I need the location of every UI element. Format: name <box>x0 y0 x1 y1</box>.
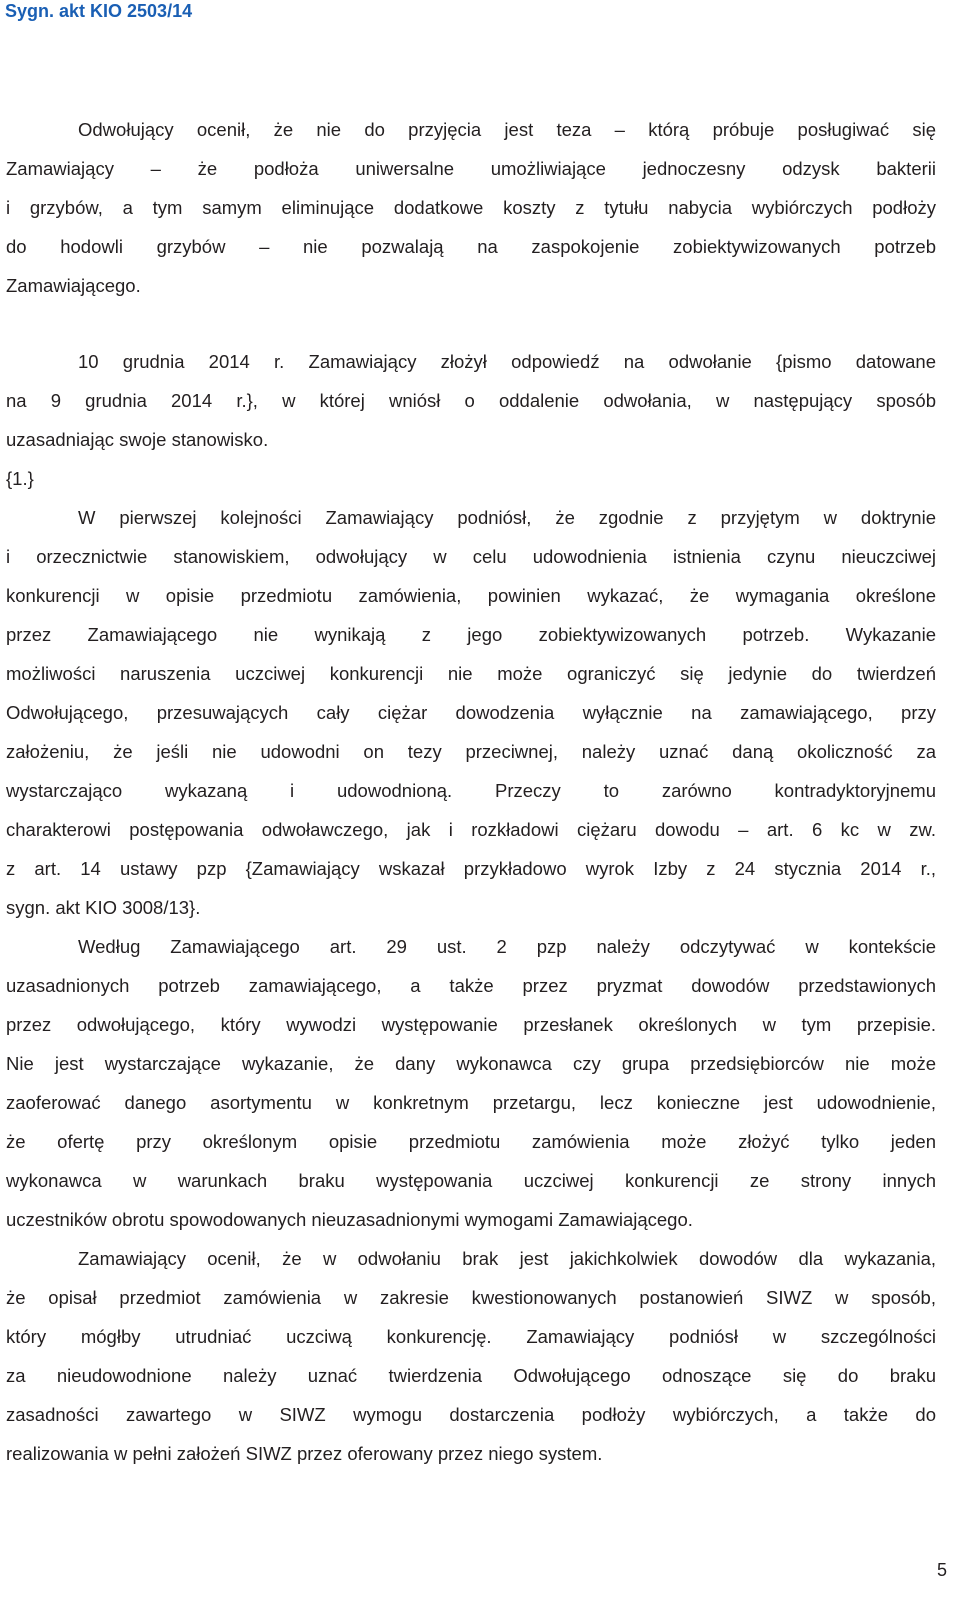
text-line: W pierwszej kolejności Zamawiający podniósł, że zgodnie z przyjętym w doktrynie <box>78 507 936 528</box>
text-line: Odwołującego, przesuwających cały ciężar dowodzenia wyłącznie na zamawiającego, przy <box>6 702 936 723</box>
document-signature-header: Sygn. akt KIO 2503/14 <box>5 1 193 21</box>
text-line: Odwołujący ocenił, że nie do przyjęcia jest teza – którą próbuje posługiwać się <box>78 119 936 140</box>
text-line: Nie jest wystarczające wykazanie, że dany wykonawca czy grupa przedsiębiorców nie może <box>6 1053 936 1074</box>
text-line: do hodowli grzybów – nie pozwalają na zaspokojenie zobiektywizowanych potrzeb <box>6 236 936 257</box>
text-line: Zamawiającego. <box>6 275 141 296</box>
text-line: uzasadnionych potrzeb zamawiającego, a także przez pryzmat dowodów przedstawionych <box>6 975 936 996</box>
text-line: zaoferować danego asortymentu w konkretnym przetargu, lecz konieczne jest udowodnienie, <box>6 1092 936 1113</box>
text-line: 10 grudnia 2014 r. Zamawiający złożył odpowiedź na odwołanie {pismo datowane <box>78 351 936 372</box>
text-line: założeniu, że jeśli nie udowodni on tezy przeciwnej, należy uznać daną okoliczność za <box>6 741 936 762</box>
text-line: że ofertę przy określonym opisie przedmiotu zamówienia może złożyć tylko jeden <box>6 1131 936 1152</box>
text-line: który mógłby utrudniać uczciwą konkurencję. Zamawiający podniósł w szczególności <box>6 1326 936 1347</box>
text-line: przez odwołującego, który wywodzi występowanie przesłanek określonych w tym przepisie. <box>6 1014 936 1035</box>
text-line: z art. 14 ustawy pzp {Zamawiający wskazał przykładowo wyrok Izby z 24 stycznia 2014 r., <box>6 858 936 879</box>
text-line: przez Zamawiającego nie wynikają z jego zobiektywizowanych potrzeb. Wykazanie <box>6 624 936 645</box>
text-line: konkurencji w opisie przedmiotu zamówienia, powinien wykazać, że wymagania określone <box>6 585 936 606</box>
text-line: że opisał przedmiot zamówienia w zakresie kwestionowanych postanowień SIWZ w sposób, <box>6 1287 936 1308</box>
page-number: 5 <box>936 1560 947 1580</box>
text-line: uczestników obrotu spowodowanych nieuzasadnionymi wymogami Zamawiającego. <box>6 1209 693 1230</box>
text-line: uzasadniając swoje stanowisko. <box>6 429 269 450</box>
text-line: i grzybów, a tym samym eliminujące dodatkowe koszty z tytułu nabycia wybiórczych podłoży <box>6 197 936 218</box>
text-line: {1.} <box>6 468 34 489</box>
text-line: charakterowi postępowania odwoławczego, jak i rozkładowi ciężaru dowodu – art. 6 kc w zw. <box>6 819 936 840</box>
text-line: realizowania w pełni założeń SIWZ przez oferowany przez niego system. <box>6 1443 603 1464</box>
text-line: wykonawca w warunkach braku występowania uczciwej konkurencji ze strony innych <box>6 1170 936 1191</box>
text-line: wystarczająco wykazaną i udowodnioną. Przeczy to zarówno kontradyktoryjnemu <box>6 780 936 801</box>
text-line: za nieudowodnione należy uznać twierdzenia Odwołującego odnoszące się do braku <box>6 1365 936 1386</box>
text-line: i orzecznictwie stanowiskiem, odwołujący w celu udowodnienia istnienia czynu nieuczciwej <box>6 546 936 567</box>
text-line: sygn. akt KIO 3008/13}. <box>6 897 201 918</box>
text-line: Według Zamawiającego art. 29 ust. 2 pzp należy odczytywać w kontekście <box>78 936 936 957</box>
text-line: możliwości naruszenia uczciwej konkurencji nie może ograniczyć się jedynie do twierdzeń <box>6 663 936 684</box>
text-line: zasadności zawartego w SIWZ wymogu dostarczenia podłoży wybiórczych, a także do <box>6 1404 936 1425</box>
text-line: na 9 grudnia 2014 r.}, w której wniósł o oddalenie odwołania, w następujący sposób <box>6 390 936 411</box>
text-line: Zamawiający – że podłoża uniwersalne umożliwiające jednoczesny odzysk bakterii <box>6 158 936 179</box>
text-line: Zamawiający ocenił, że w odwołaniu brak jest jakichkolwiek dowodów dla wykazania, <box>78 1248 936 1269</box>
